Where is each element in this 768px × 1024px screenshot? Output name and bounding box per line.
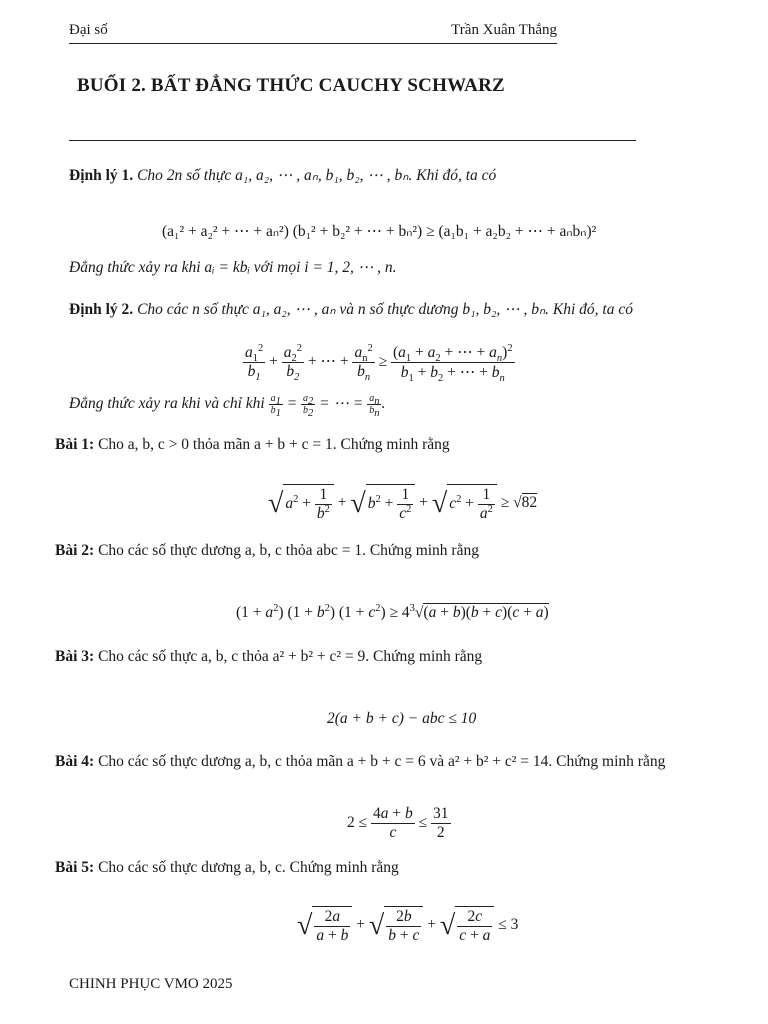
problem-1-formula: √ $a^2$ + $\frac{1}{b^2}$ + √ $b^2$ + $\frac{1}{c^2}$ + √ $c^2$ + $\frac{1}{a^2}$ ≥ √82 <box>268 486 538 522</box>
problem-1-label: Bài 1: <box>55 436 95 453</box>
theorem-1-text: Cho 2n số thực a₁, a₂, ⋯ , aₙ, b₁, b₂, ⋯ , bₙ. Khi đó, ta có <box>137 167 497 184</box>
problem-4 <box>55 753 665 771</box>
problem-4-text: Cho các số thực dương a, b, c thỏa mãn a + b + c = 6 và a² + b² + c² = 14. Chứng minh rằng <box>98 753 666 770</box>
problem-4-label: Bài 4: <box>55 753 95 770</box>
problem-5 <box>55 859 399 877</box>
problem-1-text: Cho a, b, c > 0 thỏa mãn a + b + c = 1. Chứng minh rằng <box>98 436 450 453</box>
problem-5-text: Cho các số thực dương a, b, c. Chứng minh rằng <box>98 859 399 876</box>
theorem-1-equality: Đẳng thức xảy ra khi aᵢ = kbᵢ với mọi i = 1, 2, ⋯ , n. <box>69 259 397 276</box>
footer: CHINH PHỤC VMO 2025 <box>69 976 233 992</box>
theorem-1-formula: (a₁² + a₂² + ⋯ + aₙ²) (b₁² + b₂² + ⋯ + bₙ²) ≥ (a₁b₁ + a₂b₂ + ⋯ + aₙbₙ)² <box>162 223 597 240</box>
problem-2 <box>55 542 479 560</box>
problem-3-formula: 2(a + b + c) − abc ≤ 10 <box>327 710 477 727</box>
header-right: Trần Xuân Thắng <box>451 22 557 38</box>
problem-2-formula: $(1 + a^2)$ $(1 + b^2)$ $(1 + c^2) \ge 4^3√(a + b)(b + c)(c + a)$ <box>236 602 549 621</box>
header-left: Đại số <box>69 22 108 38</box>
header-divider <box>69 43 557 44</box>
problem-5-formula: √ $\frac{2a}{a + b}$ + √ $\frac{2b}{b + c}$ + √ $\frac{2c}{c + a}$ ≤ 3 <box>297 908 519 944</box>
problem-3 <box>55 648 482 666</box>
problem-3-text: Cho các số thực a, b, c thỏa a² + b² + c² = 9. Chứng minh rằng <box>98 648 483 665</box>
problem-1 <box>55 436 450 454</box>
theorem-2-label: Định lý 2. <box>69 301 134 318</box>
problem-2-text: Cho các số thực dương a, b, c thỏa abc = 1. Chứng minh rằng <box>98 542 479 559</box>
theorem-2-equality-prefix: Đẳng thức xảy ra khi và chỉ khi <box>69 395 265 413</box>
title-divider <box>69 140 636 141</box>
problem-4-formula: 2 ≤ $\frac{4a + b}{c}$ ≤ $\frac{31}{2}$ <box>347 805 449 841</box>
problem-3-label: Bài 3: <box>55 648 95 665</box>
problem-2-label: Bài 2: <box>55 542 95 559</box>
theorem-1-label: Định lý 1. <box>69 167 134 184</box>
theorem-2-text: Cho các n số thực a₁, a₂, ⋯ , aₙ và n số thực dương b₁, b₂, ⋯ , bₙ. Khi đó, ta có <box>137 301 633 318</box>
theorem-2 <box>69 300 633 319</box>
problem-5-label: Bài 5: <box>55 859 95 876</box>
theorem-2-equality: Đẳng thức xảy ra khi và chỉ khi $\frac{a_1}{b_1}$ = $\frac{a_2}{b_2}$ = ⋯ = $\frac{a_n}{b_n}$ . <box>69 393 386 419</box>
theorem-2-formula: $\frac{a_1^2}{b_1}$ + $\frac{a_2^2}{b_2}$ + ⋯ + $\frac{a_n^2}{b_n}$ ≥ $\frac{(a_1 + a_2 + \cdots + a_n)^2}{b_1 + b_2 + \cdots + b_n}$ <box>245 342 513 385</box>
theorem-1 <box>69 166 496 185</box>
page-title: BUỔI 2. BẤT ĐẲNG THỨC CAUCHY SCHWARZ <box>77 75 505 96</box>
